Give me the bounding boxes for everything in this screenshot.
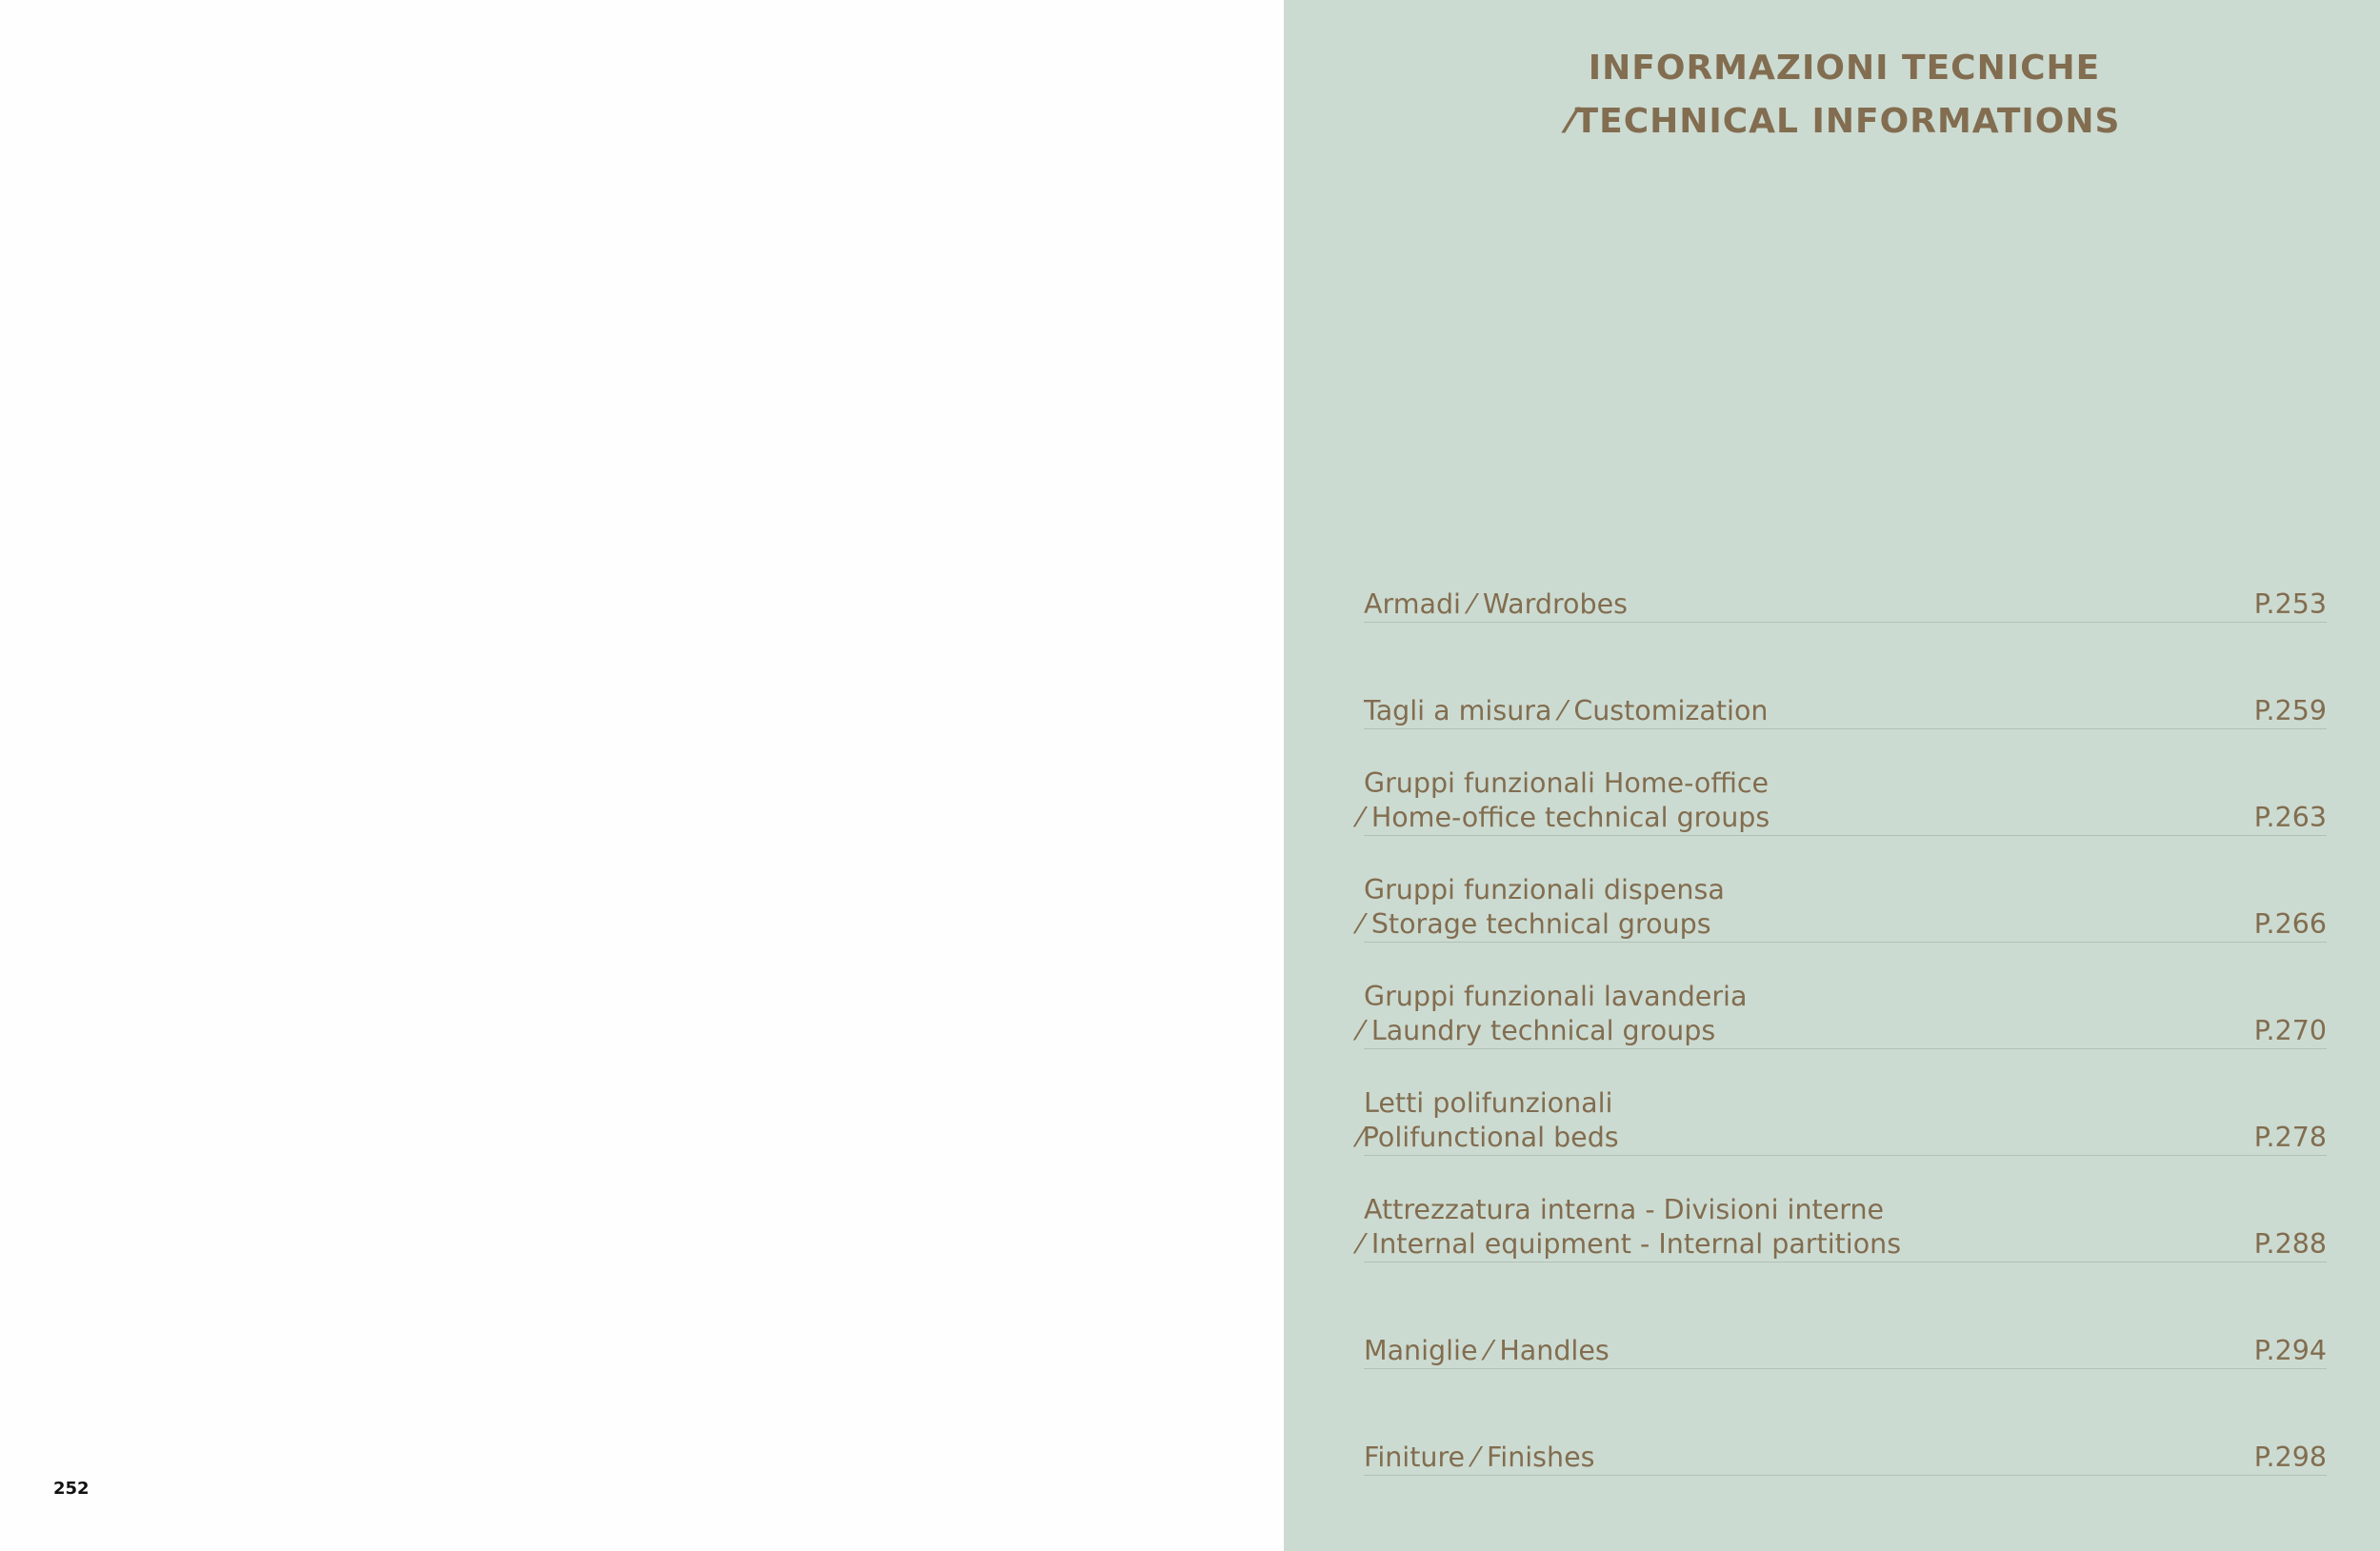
title-line-italian: INFORMAZIONI TECNICHE bbox=[1588, 49, 2101, 88]
toc-entry-label bbox=[1364, 1441, 1594, 1475]
toc-entry-laundry[interactable] bbox=[1358, 974, 2327, 1049]
toc-entry-label bbox=[1358, 873, 1725, 942]
toc-entry-subtitle: ⁄ Storage technical groups bbox=[1358, 908, 1711, 940]
toc-entry-title: Armadi ⁄ Wardrobes bbox=[1364, 588, 1628, 620]
toc-entry-title: Gruppi funzionali lavanderia bbox=[1364, 981, 1748, 1012]
title-line-english: ⁄TECHNICAL INFORMATIONS bbox=[1568, 102, 2121, 141]
toc-entry-page: P.263 bbox=[2253, 802, 2327, 833]
toc-entry-label bbox=[1358, 766, 1770, 835]
toc-entry-customization[interactable] bbox=[1364, 654, 2327, 729]
toc-entry-page: P.266 bbox=[2253, 908, 2327, 940]
table-of-contents bbox=[1284, 0, 2380, 1551]
toc-entry-internal-equipment[interactable] bbox=[1358, 1187, 2327, 1263]
right-page bbox=[1284, 0, 2380, 1551]
page-number: 252 bbox=[53, 1479, 90, 1499]
toc-entry-title: Tagli a misura ⁄ Customization bbox=[1364, 695, 1769, 726]
toc-entry-label bbox=[1358, 980, 1748, 1048]
toc-entry-page: P.270 bbox=[2253, 1015, 2327, 1046]
toc-entry-page: P.253 bbox=[2253, 588, 2327, 620]
toc-entry-label bbox=[1364, 587, 1628, 622]
toc-entry-title: Gruppi funzionali Home-office bbox=[1364, 767, 1770, 799]
toc-entry-subtitle: ⁄Polifunctional beds bbox=[1358, 1122, 1619, 1153]
toc-entry-label bbox=[1358, 1193, 1902, 1262]
toc-entry-title: Finiture ⁄ Finishes bbox=[1364, 1442, 1595, 1473]
toc-entry-title: Maniglie ⁄ Handles bbox=[1364, 1335, 1610, 1366]
toc-entry-page: P.259 bbox=[2253, 695, 2327, 726]
toc-entry-wardrobes[interactable] bbox=[1364, 547, 2327, 623]
toc-entry-home-office[interactable] bbox=[1358, 761, 2327, 836]
toc-entry-title: Gruppi funzionali dispensa bbox=[1364, 874, 1725, 905]
toc-entry-label bbox=[1358, 1086, 1619, 1155]
toc-entry-subtitle: ⁄ Home-office technical groups bbox=[1358, 802, 1770, 833]
toc-entry-title: Attrezzatura interna - Divisioni interne bbox=[1364, 1194, 1885, 1225]
toc-entry-page: P.278 bbox=[2253, 1122, 2327, 1153]
toc-entry-finishes[interactable] bbox=[1364, 1401, 2327, 1476]
toc-entry-storage[interactable] bbox=[1358, 867, 2327, 943]
toc-entry-handles[interactable] bbox=[1364, 1294, 2327, 1369]
toc-entry-page: P.294 bbox=[2253, 1335, 2327, 1366]
toc-entry-beds[interactable] bbox=[1358, 1081, 2327, 1156]
toc-entry-subtitle: ⁄ Laundry technical groups bbox=[1358, 1015, 1716, 1046]
toc-entry-label bbox=[1364, 694, 1768, 728]
toc-entry-subtitle: ⁄ Internal equipment - Internal partitions bbox=[1358, 1228, 1902, 1260]
toc-entry-page: P.288 bbox=[2253, 1228, 2327, 1260]
toc-entry-page: P.298 bbox=[2253, 1442, 2327, 1473]
toc-entry-title: Letti polifunzionali bbox=[1364, 1087, 1613, 1119]
toc-entry-label bbox=[1364, 1334, 1610, 1368]
